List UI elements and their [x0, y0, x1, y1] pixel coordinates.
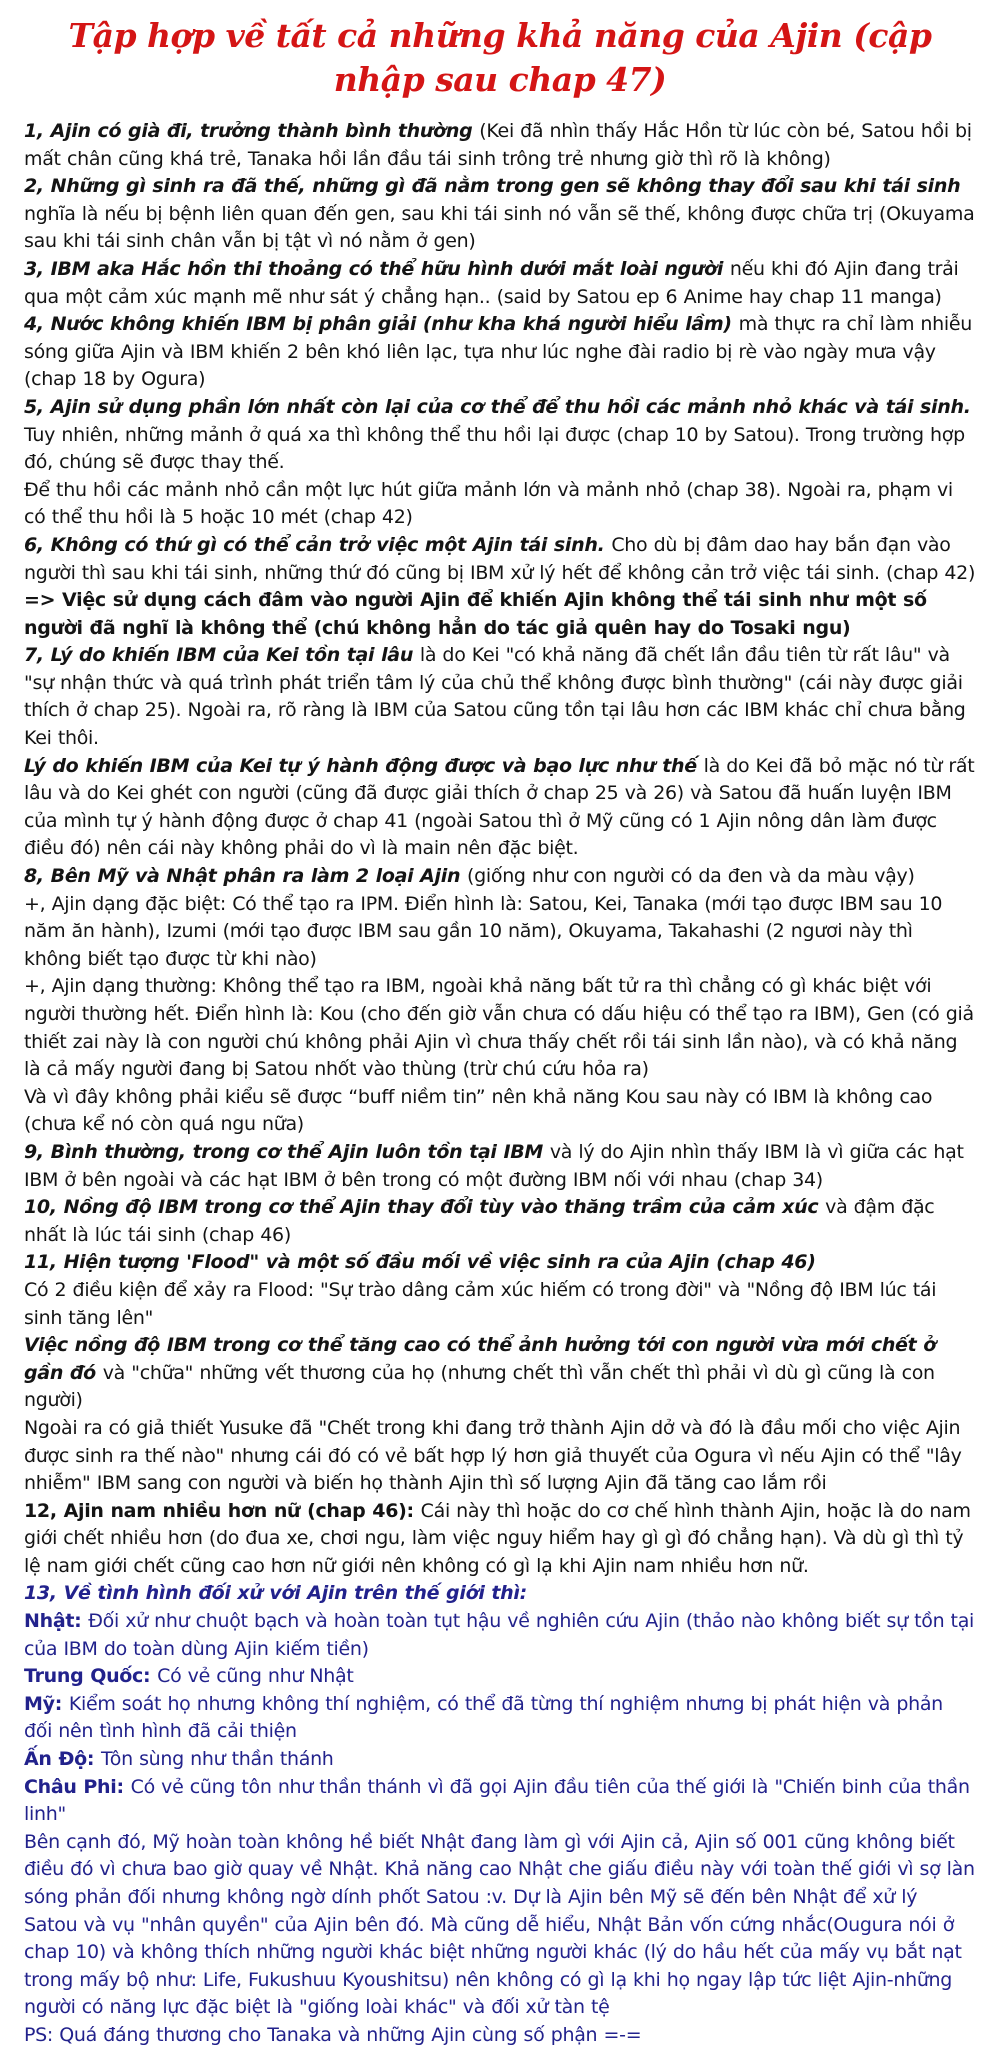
paragraph [24, 863, 976, 891]
text-run: Nhật: [24, 1610, 89, 1633]
paragraph [24, 1084, 976, 1139]
text-run: Có vẻ cũng tôn như thần thánh vì đã gọi Ajin đầu tiên của thế giới là "Chiến binh của thần linh" [24, 1775, 970, 1826]
text-run: Lý do khiến IBM của Kei tự ý hành động được và bạo lực như thế [24, 754, 704, 777]
text-run: Tuy nhiên, những mảnh ở quá xa thì không thể thu hồi lại được (chap 10 by Satou). Trong trường hợp đó, chúng sẽ được thay thế. [24, 423, 965, 474]
paragraph [24, 1277, 976, 1332]
text-run: Để thu hồi các mảnh nhỏ cần một lực hút giữa mảnh lớn và mảnh nhỏ (chap 38). Ngoài ra, phạm vi có thể thu hồi là 5 hoặc 10 mét (chap 42) [24, 478, 953, 529]
text-run: là do Kei đã bỏ mặc nó từ rất lâu và do Kei ghét con người (cũng đã được giải thích ở chap 25 và 26) và Satou đã huấn luyện IBM của mình tự ý hành động được ở chap 41 (ngoài Satou thì ở Mỹ cũng có 1 Ajin nông dân làm được điều đó) nên cái này không phải do vì là main nên đặc biệt. [24, 754, 975, 860]
text-run: Ngoài ra có giả thiết Yusuke đã "Chết trong khi đang trở thành Ajin dở và đó là đầu mối cho việc Ajin được sinh ra thế nào" nhưng cái đó có vẻ bất hợp lý hơn giả thuyết của Ogura vì nếu Ajin có thể "lây nhiễm" IBM sang con người và biến họ thành Ajin thì số lượng Ajin đã tăng cao lắm rồi [24, 1416, 962, 1495]
paragraph [24, 1139, 976, 1194]
paragraph [24, 1580, 976, 1608]
text-run: 6, Không có thứ gì có thể cản trở việc một Ajin tái sinh. [24, 533, 612, 556]
paragraph [24, 1194, 976, 1249]
text-run: Bên cạnh đó, Mỹ hoàn toàn không hề biết Nhật đang làm gì với Ajin cả, Ajin số 001 cũng không biết điều đó vì chưa bao giờ quay về Nhật. Khả năng cao Nhật che giấu điều này với toàn thế giới vì sợ làn sóng phản đối nhưng không ngờ dính phốt Satou :v. Dự là Ajin bên Mỹ sẽ đến bên Nhật để xử lý Satou và vụ "nhân quyền" của Ajin bên đó. Mà cũng dễ hiểu, Nhật Bản vốn cứng nhắc(Ougura nói ở chap 10) và không thích những người khác biệt những người khác (lý do hầu hết của mấy vụ bắt nạt trong mấy bộ như: Life, Fukushuu Kyoushitsu) nên không có gì lạ khi họ ngay lập tức liệt Ajin-những người có năng lực đặc biệt là "giống loài khác" và đối xử tàn tệ [24, 1830, 975, 2019]
text-run: nếu khi đó Ajin đang trải qua một cảm xúc mạnh mẽ như sát ý chẳng hạn.. (said by Satou ep 6 Anime hay chap 11 manga) [24, 257, 959, 308]
text-run: (Kei đã nhìn thấy Hắc Hồn từ lúc còn bé, Satou hồi bị mất chân cũng khá trẻ, Tanaka hồi lần đầu tái sinh trông trẻ nhưng giờ thì rõ là không) [24, 120, 972, 170]
paragraph [24, 1829, 976, 2022]
paragraph [24, 1691, 976, 1746]
text-run: 5, Ajin sử dụng phần lớn nhất còn lại của cơ thể để thu hồi các mảnh nhỏ khác và tái sinh. [24, 395, 971, 418]
text-run: Trung Quốc: [24, 1665, 158, 1688]
text-run: +, Ajin dạng đặc biệt: Có thể tạo ra IPM. Điển hình là: Satou, Kei, Tanaka (mới tạo được IBM sau 10 năm ăn hành), Izumi (mới tạo được IBM sau gần 10 năm), Okuyama, Takahashi (2 ngươi này thì không biết tạo được từ khi nào) [24, 892, 943, 970]
paragraph [24, 311, 976, 394]
paragraph [24, 1774, 976, 1829]
paragraph [24, 1746, 976, 1774]
paragraph [24, 587, 976, 642]
text-run: Mỹ: [24, 1692, 69, 1715]
paragraph [24, 1332, 976, 1415]
paragraph [24, 973, 976, 1083]
text-run: PS: Quá đáng thương cho Tanaka và những Ajin cùng số phận =-= [24, 2023, 642, 2046]
text-run: +, Ajin dạng thường: Không thể tạo ra IBM, ngoài khả năng bất tử ra thì chẳng có gì khác biệt với người thường hết. Điển hình là: Kou (cho đến giờ vẫn chưa có dấu hiệu có thể tạo ra IBM), Gen (có giả thiết zai này là con người chú không phải Ajin vì chưa thấy chết rồi tái sinh lần nào), và có khả năng là cả mấy người đang bị Satou nhốt vào thùng (trừ chú cứu hỏa ra) [24, 975, 974, 1081]
paragraph [24, 477, 976, 532]
text-run: 9, Bình thường, trong cơ thể Ajin luôn tồn tại IBM [24, 1140, 550, 1163]
text-run: là do Kei "có khả năng đã chết lần đầu tiên từ rất lâu" và "sự nhận thức và quá trình phát triển tâm lý của chủ thể không được bình thường" (cái này được giải thích ở chap 25). Ngoài ra, rõ ràng là IBM của Satou cũng tồn tại lâu hơn các IBM khác chỉ chưa bằng Kei thôi. [24, 644, 966, 750]
text-run: 11, Hiện tượng 'Flood" và một số đầu mối về việc sinh ra của Ajin (chap 46) [24, 1251, 816, 1274]
paragraph [24, 1608, 976, 1663]
text-run: Việc nồng độ IBM trong cơ thể tăng cao có thể ảnh hưởng tới con người vừa mới chết ở gần đó [24, 1334, 936, 1384]
text-run: và "chữa" những vết thương của họ (nhưng chết thì vẫn chết thì phải vì dù gì cũng là con người) [24, 1361, 935, 1412]
paragraph [24, 394, 976, 477]
paragraph [24, 256, 976, 311]
text-run: 4, Nước không khiến IBM bị phân giải (như kha khá người hiểu lầm) [24, 313, 739, 336]
text-run: 10, Nồng độ IBM trong cơ thể Ajin thay đổi tùy vào thăng trầm của cảm xúc [24, 1196, 826, 1219]
paragraph [24, 1249, 976, 1277]
text-run: Châu Phi: [24, 1775, 131, 1798]
text-run: và đậm đặc nhất là lúc tái sinh (chap 46) [24, 1196, 935, 1246]
text-run: 3, IBM aka Hắc hồn thi thoảng có thể hữu hình dưới mắt loài người [24, 257, 730, 280]
text-run: nghĩa là nếu bị bệnh liên quan đến gen, sau khi tái sinh nó vẫn sẽ thế, không được chữa trị (Okuyama sau khi tái sinh chân vẫn bị tật vì nó nằm ở gen) [24, 202, 975, 253]
text-run: Cái này thì hoặc do cơ chế hình thành Ajin, hoặc là do nam giới chết nhiều hơn (do đua xe, chơi ngu, làm việc nguy hiểm hay gì gì đó chẳng hạn). Và dù gì thì tỷ lệ nam giới chết cũng cao hơn nữ giới nên không có gì lạ khi Ajin nam nhiều hơn nữ. [24, 1499, 971, 1577]
text-run: (giống như con người có da đen và da màu vậy) [467, 865, 915, 888]
paragraph [24, 173, 976, 256]
text-run: và lý do Ajin nhìn thấy IBM là vì giữa các hạt IBM ở bên ngoài và các hạt IBM ở bên trong có một đường IBM nối với nhau (chap 34) [24, 1140, 964, 1191]
text-run: Và vì đây không phải kiểu sẽ được “buff niềm tin” nên khả năng Kou sau này có IBM là không cao (chưa kể nó còn quá ngu nữa) [24, 1085, 933, 1136]
paragraph [24, 1498, 976, 1581]
text-run: 12, Ajin nam nhiều hơn nữ (chap 46): [24, 1499, 421, 1522]
text-run: Đối xử như chuột bạch và hoàn toàn tụt hậu về nghiên cứu Ajin (thảo nào không biết sự tồn tại của IBM do toàn dùng Ajin kiếm tiền) [24, 1610, 975, 1660]
document-body [24, 118, 976, 2050]
text-run: Ấn Độ: [24, 1748, 101, 1771]
text-run: Có vẻ cũng như Nhật [157, 1665, 354, 1688]
text-run: Tôn sùng như thần thánh [100, 1748, 334, 1771]
paragraph [24, 642, 976, 752]
text-run: mà thực ra chỉ làm nhiễu sóng giữa Ajin và IBM khiến 2 bên khó liên lạc, tựa như lúc nghe đài radio bị rè vào ngày mưa vậy (chap 18 by Ogura) [24, 313, 973, 391]
text-run: 7, Lý do khiến IBM của Kei tồn tại lâu [24, 644, 420, 667]
text-run: => Việc sử dụng cách đâm vào người Ajin để khiến Ajin không thể tái sinh như một số người đã nghĩ là không thể (chú không hẳn do tác giả quên hay do Tosaki ngu) [24, 589, 927, 639]
paragraph [24, 1663, 976, 1691]
text-run: Cho dù bị đâm dao hay bắn đạn vào người thì sau khi tái sinh, những thứ đó cũng bị IBM xử lý hết để không cản trở việc tái sinh. (chap 42) [24, 533, 976, 584]
paragraph [24, 753, 976, 863]
paragraph [24, 2022, 976, 2050]
text-run: 13, Về tình hình đối xử với Ajin trên thế giới thì: [24, 1582, 527, 1605]
text-run: Kiểm soát họ nhưng không thí nghiệm, có thể đã từng thí nghiệm nhưng bị phát hiện và phản đối nên tình hình đã cải thiện [24, 1692, 943, 1743]
paragraph [24, 118, 976, 173]
paragraph [24, 532, 976, 587]
text-run: Có 2 điều kiện để xảy ra Flood: "Sự trào dâng cảm xúc hiếm có trong đời" và "Nồng độ IBM lúc tái sinh tăng lên" [24, 1278, 937, 1329]
text-run: 2, Những gì sinh ra đã thế, những gì đã nằm trong gen sẽ không thay đổi sau khi tái sinh [24, 175, 961, 198]
text-run: 8, Bên Mỹ và Nhật phân ra làm 2 loại Ajin [24, 865, 468, 888]
page-title: Tập hợp về tất cả những khả năng của Ajin (cập nhập sau chap 47) [68, 16, 932, 99]
paragraph [24, 1415, 976, 1498]
paragraph [24, 891, 976, 974]
ajin-notes-document [24, 14, 976, 2050]
text-run: 1, Ajin có già đi, trưởng thành bình thường [24, 120, 480, 142]
